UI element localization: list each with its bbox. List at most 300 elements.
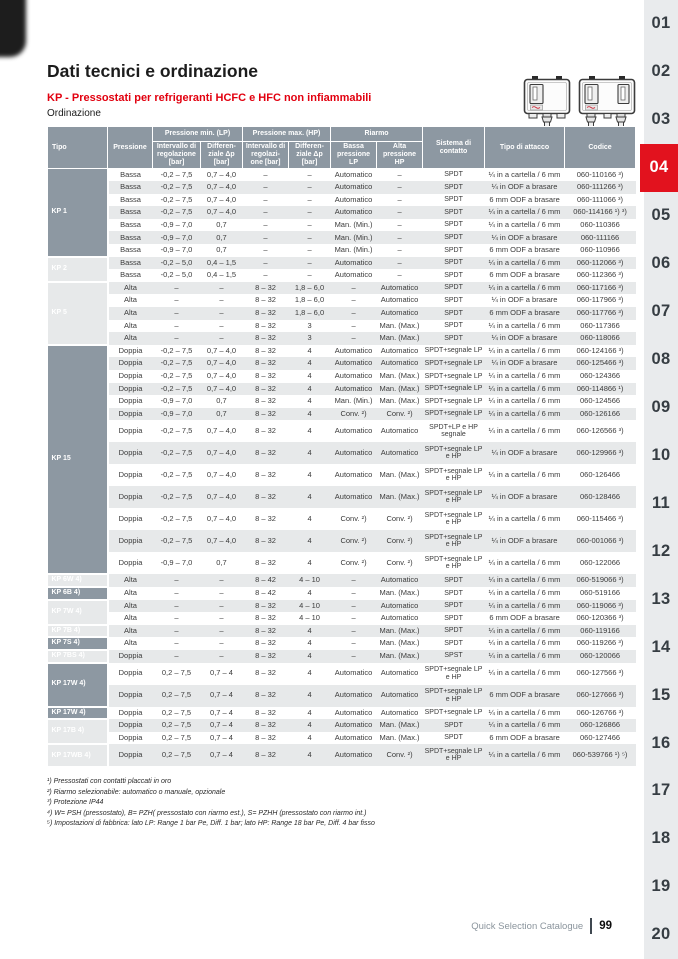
cell-c-rlp: – <box>331 282 377 295</box>
cell-c-cod: 060-127566 ³) <box>565 663 636 685</box>
footnote-line: ⁴) W= PSH (pressostato), B= PZH( pressostato con riarmo est.), S= PZHH (pressostato con riarmo int.) <box>47 809 367 817</box>
cell-c-cod: 060-119066 ³) <box>565 600 636 613</box>
table-row <box>48 257 636 270</box>
cell-c-cod: 060-539766 ¹) ⁵) <box>565 744 636 766</box>
table-row <box>48 508 636 530</box>
cell-c-hpd: 4 <box>289 719 331 732</box>
cell-c-rlp: Man. (Min.) <box>331 244 377 257</box>
chapter-sidebar <box>644 0 678 959</box>
cell-c-sis: SPDT+segnale LP <box>423 395 485 408</box>
cell-c-lpd: – <box>201 612 243 625</box>
table-row <box>48 408 636 421</box>
table-row <box>48 587 636 600</box>
cell-c-hpr: 8 – 32 <box>243 383 289 396</box>
cell-c-att: ¼ in a cartella / 6 mm <box>485 464 565 486</box>
cell-c-att: 6 mm ODF a brasare <box>485 685 565 707</box>
col-subheader-lp-diff: Differen-ziale Δp [bar] <box>201 142 243 169</box>
cell-c-hpd: 4 – 10 <box>289 600 331 613</box>
cell-c-pressione: Doppia <box>108 530 153 552</box>
chapter-tab-14[interactable]: 14 <box>651 637 671 656</box>
group-label-tipo: KP 17W 4) <box>48 663 108 707</box>
cell-c-hpd: 4 <box>289 442 331 464</box>
cell-c-rhp: Automatico <box>377 357 423 370</box>
cell-c-hpr: 8 – 32 <box>243 307 289 320</box>
cell-c-rhp: Man. (Max.) <box>377 464 423 486</box>
cell-c-rhp: Automatico <box>377 574 423 587</box>
cell-c-rhp: Automatico <box>377 600 423 613</box>
chapter-tab-05[interactable]: 05 <box>651 206 671 225</box>
cell-c-hpd: 4 <box>289 395 331 408</box>
cell-c-rhp: Man. (Max.) <box>377 650 423 663</box>
cell-c-cod: 060-124366 <box>565 370 636 383</box>
cell-c-rlp: – <box>331 625 377 638</box>
cell-c-sis: SPDT <box>423 320 485 333</box>
cell-c-hpr: – <box>243 244 289 257</box>
cell-c-att: ¼ in a cartella / 6 mm <box>485 587 565 600</box>
cell-c-lpr: – <box>153 574 201 587</box>
cell-c-att: ¼ in a cartella / 6 mm <box>485 508 565 530</box>
cell-c-rhp: Man. (Max.) <box>377 625 423 638</box>
cell-c-hpr: 8 – 32 <box>243 282 289 295</box>
kp-pressostat-single-icon <box>522 74 572 130</box>
chapter-tab-11[interactable]: 11 <box>651 493 671 512</box>
cell-c-rhp: Man. (Max.) <box>377 370 423 383</box>
cell-c-rlp: – <box>331 600 377 613</box>
cell-c-att: 6 mm ODF a brasare <box>485 732 565 745</box>
group-label-tipo: KP 7S 4) <box>48 637 108 650</box>
cell-c-cod: 060-114166 ¹) ³) <box>565 206 636 219</box>
group-label-tipo: KP 5 <box>48 282 108 345</box>
cell-c-rlp: Man. (Min.) <box>331 395 377 408</box>
cell-c-cod: 060-125466 ³) <box>565 357 636 370</box>
cell-c-rlp: Automatico <box>331 269 377 282</box>
cell-c-rlp: Automatico <box>331 732 377 745</box>
cell-c-att: ¼ in a cartella / 6 mm <box>485 206 565 219</box>
cell-c-hpd: 4 <box>289 370 331 383</box>
cell-c-cod: 060-117166 ³) <box>565 282 636 295</box>
cell-c-lpd: 0,7 – 4,0 <box>201 181 243 194</box>
cell-c-cod: 060-127666 ³) <box>565 685 636 707</box>
cell-c-lpr: – <box>153 600 201 613</box>
cell-c-hpd: – <box>289 257 331 270</box>
group-label-tipo: KP 7W 4) <box>48 600 108 625</box>
cell-c-pressione: Alta <box>108 307 153 320</box>
page-footer <box>471 918 612 934</box>
cell-c-hpd: 4 <box>289 408 331 421</box>
group-label-tipo: KP 2 <box>48 257 108 282</box>
cell-c-lpr: – <box>153 320 201 333</box>
cell-c-lpr: – <box>153 650 201 663</box>
cell-c-rlp: Automatico <box>331 257 377 270</box>
cell-c-lpd: – <box>201 294 243 307</box>
chapter-tab-01[interactable]: 01 <box>651 14 671 33</box>
cell-c-pressione: Doppia <box>108 357 153 370</box>
col-group-pressione-min-lp: Pressione min. (LP) <box>153 127 243 142</box>
cell-c-hpd: – <box>289 206 331 219</box>
cell-c-lpr: -0,2 – 7,5 <box>153 169 201 182</box>
cell-c-hpd: 1,8 – 6,0 <box>289 282 331 295</box>
cell-c-sis: SPDT <box>423 181 485 194</box>
cell-c-rlp: Automatico <box>331 181 377 194</box>
table-row <box>48 345 636 358</box>
cell-c-cod: 060-126466 <box>565 464 636 486</box>
table-row <box>48 357 636 370</box>
cell-c-hpd: 4 <box>289 587 331 600</box>
cell-c-lpd: 0,7 – 4 <box>201 685 243 707</box>
cell-c-rhp: – <box>377 206 423 219</box>
cell-c-hpd: – <box>289 181 331 194</box>
cell-c-sis: SPDT+segnale LP e HP <box>423 486 485 508</box>
cell-c-rhp: Automatico <box>377 420 423 442</box>
cell-c-hpd: 4 <box>289 744 331 766</box>
cell-c-lpr: -0,2 – 7,5 <box>153 181 201 194</box>
cell-c-cod: 060-112066 ³) <box>565 257 636 270</box>
cell-c-att: ¼ in a cartella / 6 mm <box>485 408 565 421</box>
cell-c-rhp: Conv. ²) <box>377 744 423 766</box>
ordering-table <box>47 126 635 766</box>
cell-c-rhp: – <box>377 269 423 282</box>
cell-c-rlp: – <box>331 612 377 625</box>
cell-c-rlp: Conv. ²) <box>331 508 377 530</box>
cell-c-lpr: -0,2 – 5,0 <box>153 257 201 270</box>
cell-c-att: ¼ in a cartella / 6 mm <box>485 282 565 295</box>
cell-c-rhp: Automatico <box>377 345 423 358</box>
cell-c-lpr: -0,2 – 7,5 <box>153 508 201 530</box>
cell-c-sis: SPDT+segnale LP <box>423 345 485 358</box>
cell-c-pressione: Doppia <box>108 464 153 486</box>
cell-c-rlp: Automatico <box>331 719 377 732</box>
chapter-tab-15[interactable]: 15 <box>651 685 671 704</box>
col-header-codice: Codice <box>565 127 636 169</box>
cell-c-hpr: 8 – 32 <box>243 464 289 486</box>
cell-c-hpr: – <box>243 219 289 232</box>
table-row <box>48 732 636 745</box>
cell-c-cod: 060-129966 ³) <box>565 442 636 464</box>
cell-c-hpr: 8 – 32 <box>243 650 289 663</box>
cell-c-lpr: 0,2 – 7,5 <box>153 685 201 707</box>
cell-c-att: ¼ in ODF a brasare <box>485 332 565 345</box>
cell-c-lpd: – <box>201 332 243 345</box>
cell-c-sis: SPDT <box>423 719 485 732</box>
cell-c-hpr: – <box>243 257 289 270</box>
cell-c-att: ¼ in a cartella / 6 mm <box>485 395 565 408</box>
cell-c-sis: SPDT <box>423 194 485 207</box>
cell-c-lpd: – <box>201 574 243 587</box>
cell-c-pressione: Alta <box>108 320 153 333</box>
cell-c-pressione: Doppia <box>108 650 153 663</box>
cell-c-hpr: 8 – 32 <box>243 486 289 508</box>
footnote-line: ³) Protezione IP44 <box>47 799 104 807</box>
cell-c-sis: SPDT <box>423 574 485 587</box>
page-title: Dati tecnici e ordinazione <box>47 60 259 81</box>
cell-c-hpd: 4 <box>289 420 331 442</box>
footnotes <box>47 777 375 830</box>
cell-c-sis: SPDT <box>423 732 485 745</box>
chapter-tab-02[interactable]: 02 <box>651 62 671 81</box>
footnote-line: ¹) Pressostati con contatti placcati in oro <box>47 778 172 785</box>
cell-c-cod: 060-111166 <box>565 231 636 244</box>
cell-c-hpr: – <box>243 169 289 182</box>
table-row <box>48 637 636 650</box>
cell-c-rhp: Man. (Max.) <box>377 486 423 508</box>
cell-c-rlp: – <box>331 320 377 333</box>
cell-c-lpr: – <box>153 625 201 638</box>
cell-c-pressione: Alta <box>108 625 153 638</box>
cell-c-sis: SPDT <box>423 332 485 345</box>
cell-c-rlp: Automatico <box>331 663 377 685</box>
cell-c-rlp: Automatico <box>331 370 377 383</box>
cell-c-lpd: – <box>201 637 243 650</box>
cell-c-att: ¼ in ODF a brasare <box>485 357 565 370</box>
table-row <box>48 169 636 182</box>
cell-c-att: 6 mm ODF a brasare <box>485 244 565 257</box>
subsection-label: Ordinazione <box>47 108 101 119</box>
cell-c-hpr: 8 – 32 <box>243 685 289 707</box>
cell-c-cod: 060-115466 ³) <box>565 508 636 530</box>
cell-c-rhp: Automatico <box>377 282 423 295</box>
cell-c-cod: 060-111066 ³) <box>565 194 636 207</box>
cell-c-att: ¼ in a cartella / 6 mm <box>485 169 565 182</box>
cell-c-rlp: Conv. ²) <box>331 530 377 552</box>
col-header-attacco: Tipo di attacco <box>485 127 565 169</box>
cell-c-cod: 060-126866 <box>565 719 636 732</box>
cell-c-sis: SPDT+segnale LP e HP <box>423 508 485 530</box>
cell-c-sis: SPDT <box>423 307 485 320</box>
cell-c-sis: SPDT+segnale LP e HP <box>423 685 485 707</box>
cell-c-hpr: 8 – 32 <box>243 552 289 574</box>
cell-c-hpd: 3 <box>289 332 331 345</box>
cell-c-sis: SPDT <box>423 257 485 270</box>
chapter-tab-03[interactable]: 03 <box>651 110 671 129</box>
chapter-tab-20[interactable]: 20 <box>651 925 671 944</box>
cell-c-lpr: -0,2 – 7,5 <box>153 420 201 442</box>
cell-c-cod: 060-124566 <box>565 395 636 408</box>
cell-c-pressione: Doppia <box>108 420 153 442</box>
chapter-tab-19[interactable]: 19 <box>651 877 671 896</box>
footnote-line: ⁵) Impostazioni di fabbrica: lato LP: Range 1 bar Pe, Diff. 1 bar; lato HP: Range 18 bar Pe, Diff. 4 bar fisso <box>47 820 375 828</box>
group-label-tipo: KP 6W 4) <box>48 574 108 587</box>
cell-c-hpr: 8 – 32 <box>243 442 289 464</box>
cell-c-lpd: – <box>201 600 243 613</box>
cell-c-lpr: -0,2 – 5,0 <box>153 269 201 282</box>
table-row <box>48 442 636 464</box>
cell-c-att: ¼ in ODF a brasare <box>485 442 565 464</box>
chapter-tab-12[interactable]: 12 <box>651 541 671 560</box>
table-row <box>48 370 636 383</box>
cell-c-att: ¼ in a cartella / 6 mm <box>485 257 565 270</box>
cell-c-sis: SPDT+segnale LP e HP <box>423 530 485 552</box>
product-images <box>522 74 637 130</box>
cell-c-att: ¼ in a cartella / 6 mm <box>485 370 565 383</box>
cell-c-lpr: -0,2 – 7,5 <box>153 383 201 396</box>
table-row <box>48 294 636 307</box>
cell-c-rhp: Man. (Max.) <box>377 332 423 345</box>
cell-c-hpd: 4 <box>289 663 331 685</box>
cell-c-lpd: 0,7 <box>201 395 243 408</box>
cell-c-rhp: Automatico <box>377 442 423 464</box>
table-row <box>48 719 636 732</box>
cell-c-rlp: – <box>331 650 377 663</box>
cell-c-lpd: 0,7 <box>201 219 243 232</box>
cell-c-lpd: 0,7 – 4 <box>201 707 243 720</box>
cell-c-rhp: – <box>377 194 423 207</box>
chapter-tab-16[interactable]: 16 <box>651 733 671 752</box>
table-row <box>48 395 636 408</box>
cell-c-cod: 060-110366 <box>565 219 636 232</box>
order-table-head <box>48 127 636 169</box>
cell-c-cod: 060-117766 ³) <box>565 307 636 320</box>
cell-c-hpd: – <box>289 194 331 207</box>
chapter-tab-13[interactable]: 13 <box>651 589 671 608</box>
cell-c-sis: SPDT <box>423 219 485 232</box>
cell-c-hpd: 4 <box>289 685 331 707</box>
cell-c-sis: SPDT <box>423 231 485 244</box>
chapter-tab-18[interactable]: 18 <box>651 829 671 848</box>
cell-c-hpr: 8 – 32 <box>243 600 289 613</box>
table-row <box>48 269 636 282</box>
col-subheader-riarmo-hp: Alta pressione HP <box>377 142 423 169</box>
cell-c-rlp: Automatico <box>331 357 377 370</box>
cell-c-hpr: 8 – 32 <box>243 345 289 358</box>
cell-c-rhp: Automatico <box>377 663 423 685</box>
cell-c-att: ¼ in a cartella / 6 mm <box>485 345 565 358</box>
cell-c-cod: 060-001066 ³) <box>565 530 636 552</box>
chapter-tab-10[interactable]: 10 <box>651 445 671 464</box>
cell-c-pressione: Alta <box>108 587 153 600</box>
cell-c-pressione: Bassa <box>108 269 153 282</box>
cell-c-sis: SPDT+segnale LP <box>423 357 485 370</box>
cell-c-lpr: -0,9 – 7,0 <box>153 231 201 244</box>
cell-c-rlp: Automatico <box>331 345 377 358</box>
cell-c-hpr: – <box>243 194 289 207</box>
cell-c-lpr: -0,2 – 7,5 <box>153 357 201 370</box>
cell-c-lpd: 0,4 – 1,5 <box>201 269 243 282</box>
cell-c-cod: 060-519166 <box>565 587 636 600</box>
cell-c-pressione: Doppia <box>108 395 153 408</box>
chapter-tab-07[interactable]: 07 <box>651 302 671 321</box>
cell-c-lpd: 0,7 – 4,0 <box>201 383 243 396</box>
cell-c-rhp: – <box>377 181 423 194</box>
cell-c-pressione: Doppia <box>108 719 153 732</box>
table-row <box>48 600 636 613</box>
cell-c-pressione: Bassa <box>108 206 153 219</box>
cell-c-hpr: 8 – 32 <box>243 395 289 408</box>
cell-c-hpd: 4 <box>289 383 331 396</box>
cell-c-rlp: – <box>331 294 377 307</box>
cell-c-rhp: Man. (Max.) <box>377 587 423 600</box>
cell-c-rlp: Man. (Min.) <box>331 219 377 232</box>
table-row <box>48 744 636 766</box>
order-table <box>47 126 636 766</box>
chapter-tab-09[interactable]: 09 <box>651 397 671 416</box>
cell-c-sis: SPDT+segnale LP e HP <box>423 464 485 486</box>
table-row <box>48 219 636 232</box>
cell-c-hpd: 4 <box>289 637 331 650</box>
table-row <box>48 181 636 194</box>
cell-c-pressione: Doppia <box>108 744 153 766</box>
col-header-tipo: Tipo <box>48 127 108 169</box>
cell-c-rhp: Man. (Max.) <box>377 637 423 650</box>
cell-c-hpd: 4 <box>289 707 331 720</box>
cell-c-att: ¼ in ODF a brasare <box>485 530 565 552</box>
cell-c-att: ¼ in a cartella / 6 mm <box>485 663 565 685</box>
cell-c-lpr: – <box>153 637 201 650</box>
cell-c-sis: SPDT+segnale LP <box>423 370 485 383</box>
chapter-tab-06[interactable]: 06 <box>651 254 671 273</box>
cell-c-att: ¼ in ODF a brasare <box>485 231 565 244</box>
cell-c-att: ¼ in a cartella / 6 mm <box>485 320 565 333</box>
cell-c-cod: 060-114866 ¹) <box>565 383 636 396</box>
cell-c-att: ¼ in a cartella / 6 mm <box>485 625 565 638</box>
cell-c-lpd: 0,4 – 1,5 <box>201 257 243 270</box>
cell-c-cod: 060-120366 ³) <box>565 612 636 625</box>
cell-c-sis: SPDT+segnale LP e HP <box>423 442 485 464</box>
group-label-tipo: KP 7B 4) <box>48 625 108 638</box>
cell-c-att: ¼ in ODF a brasare <box>485 486 565 508</box>
cell-c-lpr: 0,2 – 7,5 <box>153 744 201 766</box>
cell-c-hpr: 8 – 32 <box>243 744 289 766</box>
cell-c-cod: 060-112366 ³) <box>565 269 636 282</box>
cell-c-pressione: Bassa <box>108 219 153 232</box>
cell-c-sis: SPDT+segnale LP e HP <box>423 744 485 766</box>
cell-c-hpd: – <box>289 169 331 182</box>
cell-c-sis: SPDT <box>423 244 485 257</box>
cell-c-att: 6 mm ODF a brasare <box>485 269 565 282</box>
cell-c-pressione: Doppia <box>108 370 153 383</box>
cell-c-sis: SPDT <box>423 637 485 650</box>
cell-c-att: ¼ in a cartella / 6 mm <box>485 744 565 766</box>
chapter-tab-08[interactable]: 08 <box>651 350 671 369</box>
cell-c-hpd: 1,8 – 6,0 <box>289 307 331 320</box>
cell-c-pressione: Doppia <box>108 732 153 745</box>
chapter-tab-17[interactable]: 17 <box>651 781 671 800</box>
cell-c-rhp: Conv. ²) <box>377 508 423 530</box>
cell-c-pressione: Bassa <box>108 257 153 270</box>
cell-c-lpd: 0,7 <box>201 408 243 421</box>
cell-c-rhp: Man. (Max.) <box>377 719 423 732</box>
cell-c-cod: 060-117966 ³) <box>565 294 636 307</box>
cell-c-hpr: 8 – 32 <box>243 408 289 421</box>
cell-c-rlp: Automatico <box>331 707 377 720</box>
cell-c-rhp: – <box>377 231 423 244</box>
cell-c-rlp: – <box>331 587 377 600</box>
table-row <box>48 464 636 486</box>
cell-c-rlp: – <box>331 574 377 587</box>
cell-c-hpr: 8 – 32 <box>243 719 289 732</box>
cell-c-sis: SPDT <box>423 625 485 638</box>
cell-c-pressione: Doppia <box>108 685 153 707</box>
cell-c-pressione: Alta <box>108 612 153 625</box>
cell-c-sis: SPDT <box>423 269 485 282</box>
table-row <box>48 650 636 663</box>
cell-c-lpr: – <box>153 307 201 320</box>
cell-c-lpr: -0,9 – 7,0 <box>153 244 201 257</box>
cell-c-sis: SPDT+segnale LP <box>423 383 485 396</box>
cell-c-lpd: 0,7 – 4,0 <box>201 486 243 508</box>
cell-c-att: 6 mm ODF a brasare <box>485 194 565 207</box>
cell-c-hpr: – <box>243 181 289 194</box>
cell-c-att: ¼ in a cartella / 6 mm <box>485 719 565 732</box>
cell-c-cod: 060-122066 <box>565 552 636 574</box>
table-row <box>48 320 636 333</box>
cell-c-cod: 060-110966 <box>565 244 636 257</box>
chapter-tab-04[interactable]: 04 <box>640 144 678 192</box>
col-subheader-hp-diff: Differen-ziale Δp [bar] <box>289 142 331 169</box>
table-row <box>48 612 636 625</box>
cell-c-att: ¼ in ODF a brasare <box>485 181 565 194</box>
cell-c-lpd: – <box>201 320 243 333</box>
cell-c-hpr: 8 – 42 <box>243 587 289 600</box>
